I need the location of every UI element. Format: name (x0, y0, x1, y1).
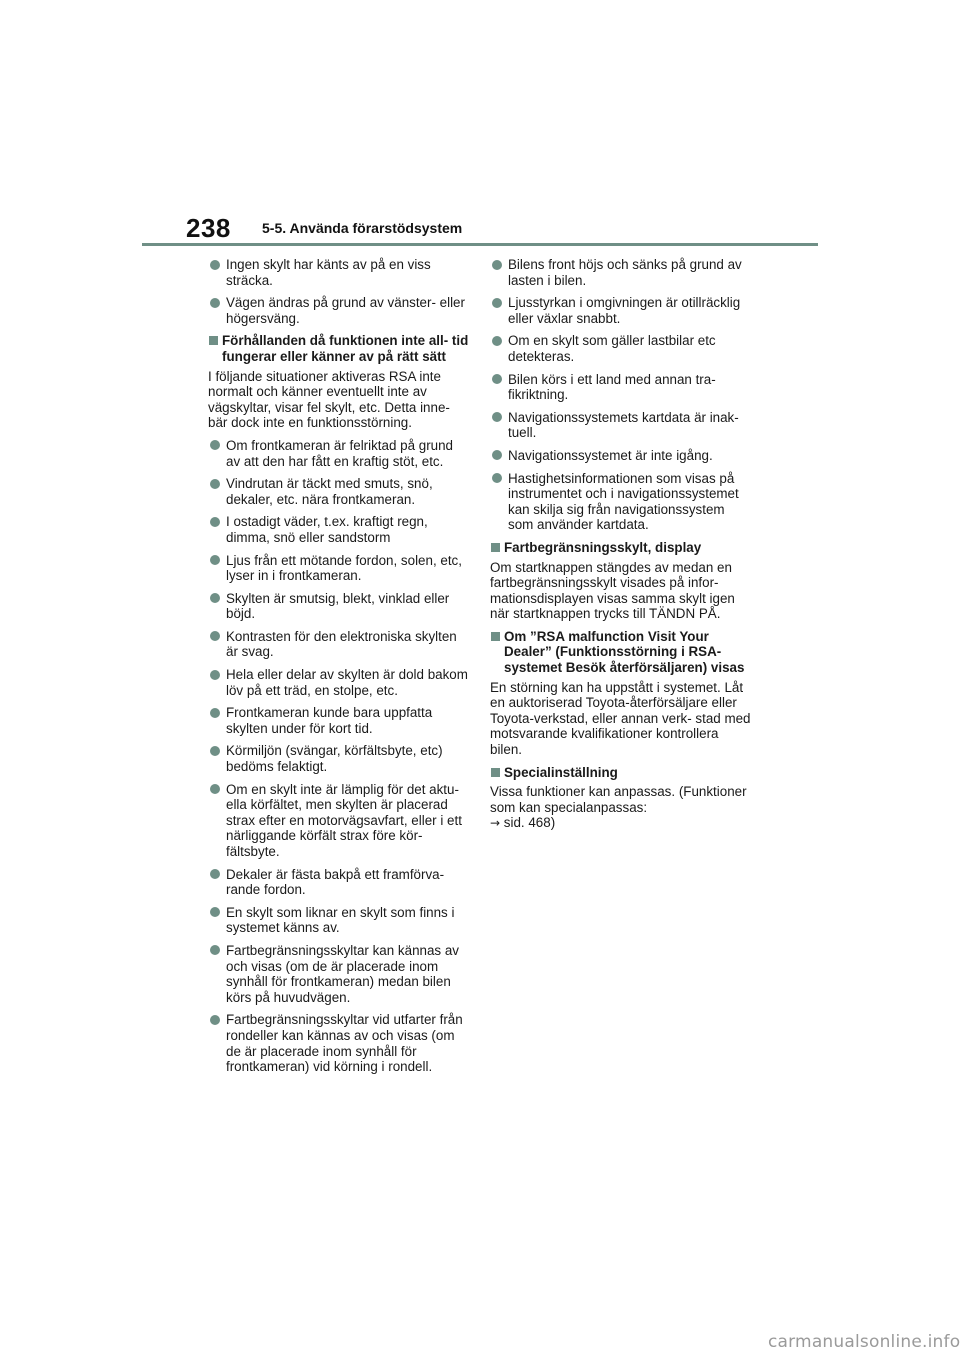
list-item: Kontrasten för den elektroniska skylten är svag. (208, 629, 470, 660)
page-reference-link[interactable]: sid. 468) (503, 815, 556, 831)
bullet-dot-icon (210, 517, 220, 527)
list-item: Om en skylt som gäller lastbilar etc detekteras. (490, 333, 752, 364)
bullet-dot-icon (210, 869, 220, 879)
bullet-dot-icon (210, 1015, 220, 1025)
bullet-dot-icon (210, 555, 220, 565)
list-item: Körmiljön (svängar, körfältsbyte, etc) bedöms felaktigt. (208, 743, 470, 774)
page-number: 238 (186, 213, 231, 243)
list-item: Navigationssystemet är inte igång. (490, 448, 752, 464)
bullet-dot-icon (210, 784, 220, 794)
section-heading: Förhållanden då funktionen inte all- tid fungerar eller känner av på rätt sätt (208, 333, 470, 364)
section-heading: Specialinställning (490, 765, 752, 781)
list-item: Vägen ändras på grund av vänster- eller högersväng. (208, 295, 470, 326)
list-item: Dekaler är fästa bakpå ett framförva- rande fordon. (208, 867, 470, 898)
list-item: Hela eller delar av skylten är dold bakom löv på ett träd, en stolpe, etc. (208, 667, 470, 698)
square-bullet-icon (491, 543, 500, 552)
list-item: Vindrutan är täckt med smuts, snö, dekaler, etc. nära frontkameran. (208, 476, 470, 507)
list-item: Frontkameran kunde bara uppfatta skylten under för kort tid. (208, 705, 470, 736)
list-item: En skylt som liknar en skylt som finns i systemet känns av. (208, 905, 470, 936)
bullet-dot-icon (210, 907, 220, 917)
list-item: Ingen skylt har känts av på en viss sträcka. (208, 257, 470, 288)
bullet-dot-icon (210, 479, 220, 489)
bullet-dot-icon (210, 440, 220, 450)
paragraph: Om startknappen stängdes av medan en fartbegränsningsskylt visades på infor- mationsdisplayen visas samma skylt igen när startknappen trycks till TÄNDN PÅ. (490, 559, 735, 622)
right-column (490, 257, 752, 839)
list-item: Ljusstyrkan i omgivningen är otillräcklig eller växlar snabbt. (490, 295, 752, 326)
section-heading: Om ”RSA malfunction Visit Your Dealer” (Funktionsstörning i RSA- systemet Besök återförsäljaren) visas (490, 629, 752, 676)
bullet-dot-icon (492, 260, 502, 270)
list-item: Ljus från ett mötande fordon, solen, etc, lyser in i frontkameran. (208, 553, 470, 584)
list-item: Fartbegränsningsskyltar kan kännas av och visas (om de är placerade inom synhåll för frontkameran) medan bilen körs på huvudvägen. (208, 943, 470, 1005)
bullet-dot-icon (210, 708, 220, 718)
list-item: Bilens front höjs och sänks på grund av lasten i bilen. (490, 257, 752, 288)
list-item: Navigationssystemets kartdata är inak- tuell. (490, 410, 752, 441)
list-item: I ostadigt väder, t.ex. kraftigt regn, dimma, snö eller sandstorm (208, 514, 470, 545)
list-item: Fartbegränsningsskyltar vid utfarter från rondeller kan kännas av och visas (om de är placerade inom synhåll för frontkameran) vid körning i rondell. (208, 1012, 470, 1074)
bullet-dot-icon (492, 336, 502, 346)
bullet-dot-icon (210, 945, 220, 955)
bullet-dot-icon (492, 412, 502, 422)
paragraph: I följande situationer aktiveras RSA inte normalt och känner eventuellt inte av vägskyltar, visar fel skylt, etc. Detta inne- bär dock inte en funktionsstörning. (208, 368, 450, 431)
arrow-right-icon: → (490, 816, 501, 831)
paragraph: En störning kan ha uppstått i systemet. Låt en auktoriserad Toyota-återförsäljare eller Toyota-verkstad, eller annan verk- stad med motsvarande kvalifikationer kontrollera bilen. (490, 679, 751, 758)
list-item: Om en skylt inte är lämplig för det aktu- ella körfältet, men skylten är placerad strax efter en motorvägsavfart, eller i ett närliggande körfält strax före kör- fältsbyte. (208, 782, 470, 860)
section-heading: Fartbegränsningsskylt, display (490, 540, 752, 556)
bullet-dot-icon (210, 670, 220, 680)
bullet-dot-icon (210, 260, 220, 270)
square-bullet-icon (491, 632, 500, 641)
bullet-dot-icon (210, 746, 220, 756)
paragraph: Vissa funktioner kan anpassas. (Funktioner som kan specialanpassas: → sid. 468) (490, 784, 747, 831)
square-bullet-icon (209, 336, 218, 345)
left-column (208, 257, 470, 1082)
list-item: Bilen körs i ett land med annan tra- fikriktning. (490, 372, 752, 403)
list-item: Om frontkameran är felriktad på grund av att den har fått en kraftig stöt, etc. (208, 438, 470, 469)
bullet-dot-icon (210, 631, 220, 641)
watermark: carmanualsonline.info (768, 1332, 960, 1352)
list-item: Hastighetsinformationen som visas på instrumentet och i navigationssystemet kan skilja sig från navigationssystem som använder kartdata. (490, 471, 752, 533)
bullet-dot-icon (210, 593, 220, 603)
header-rule (142, 243, 818, 246)
section-title: 5-5. Använda förarstödsystem (262, 220, 463, 236)
square-bullet-icon (491, 768, 500, 777)
bullet-dot-icon (492, 473, 502, 483)
bullet-dot-icon (492, 374, 502, 384)
bullet-dot-icon (492, 298, 502, 308)
bullet-dot-icon (492, 450, 502, 460)
list-item: Skylten är smutsig, blekt, vinklad eller böjd. (208, 591, 470, 622)
bullet-dot-icon (210, 298, 220, 308)
